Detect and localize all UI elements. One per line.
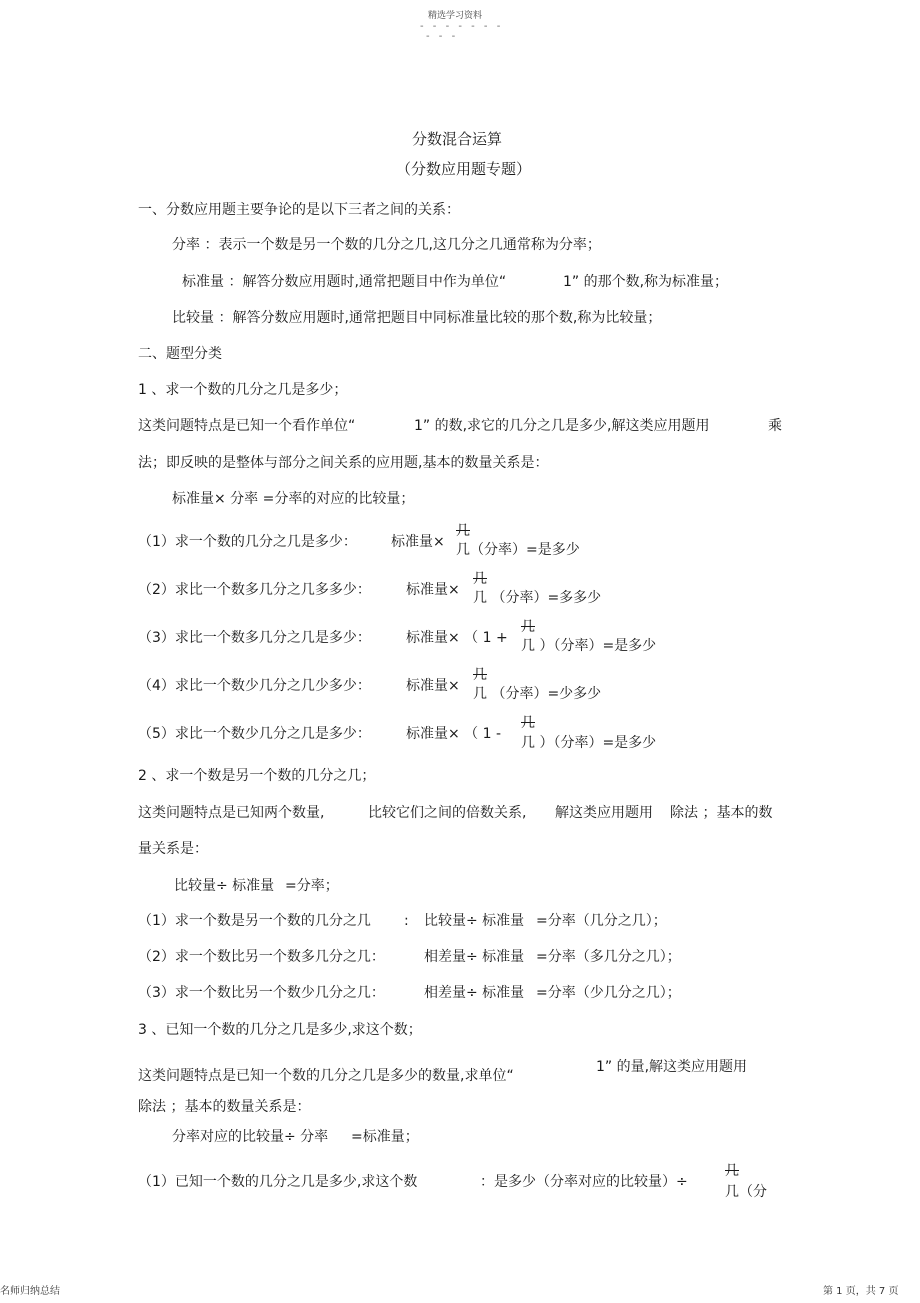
type3-desc2: 除法 ；基本的数量关系是： <box>138 1099 311 1115</box>
type1-item-expr: 标准量× <box>406 678 460 694</box>
type1-item-label: （5）求比一个数少几分之几是多少： <box>138 726 371 742</box>
fraction-rest: 几（分 <box>725 1184 767 1200</box>
type1-item-expr: 标准量× （ 1 - <box>406 726 502 742</box>
type2-desc-b: 比较它们之间的倍数关系, <box>368 805 527 821</box>
fraction-numerator: 几 <box>521 619 535 635</box>
type2-formula-b: =分率； <box>285 878 339 894</box>
def-bijiao: 比较量 ：解答分数应用题时,通常把题目中同标准量比较的那个数,称为比较量； <box>172 310 662 326</box>
type3-item-expr: ：是多少（分率对应的比较量）÷ <box>480 1174 688 1190</box>
fraction-numerator: 几 <box>725 1163 739 1179</box>
type3-desc-a: 这类问题特点是已知一个数的几分之几是多少的数量,求单位“ <box>138 1068 514 1084</box>
fraction-numerator: 几 <box>473 667 487 683</box>
type2-formula-a: 比较量÷ 标准量 <box>174 878 275 894</box>
header-dashes: - - - - - - - <box>420 21 504 32</box>
page-title: 分数混合运算 <box>412 130 503 148</box>
fraction-numerator: 几 <box>521 715 535 731</box>
def-biaozhun-a: 标准量 ：解答分数应用题时,通常把题目中作为单位“ <box>182 274 507 290</box>
type2-desc-a: 这类问题特点是已知两个数量, <box>138 805 325 821</box>
fraction-rest: 几 ）（分率）=是多少 <box>521 735 657 751</box>
type3-desc-b: 1” 的量,解这类应用题用 <box>596 1059 748 1075</box>
type2-item-expr-a: 相差量÷ 标准量 <box>424 985 525 1001</box>
type1-item-label: （4）求比一个数少几分之几少多少： <box>138 678 371 694</box>
fraction-rest: 几 （分率）=多多少 <box>473 590 602 606</box>
type1-desc-b: 1” 的数,求它的几分之几是多少,解这类应用题用 <box>414 418 710 434</box>
section1-heading: 一、分数应用题主要争论的是以下三者之间的关系： <box>138 202 460 218</box>
def-biaozhun-b: 1” 的那个数,称为标准量； <box>563 274 729 290</box>
fraction-rest: 几 ）（分率）=是多少 <box>521 638 657 654</box>
type2-item-expr-a: 相差量÷ 标准量 <box>424 949 525 965</box>
type3-title: 3 、已知一个数的几分之几是多少,求这个数； <box>138 1022 422 1038</box>
header-dashes-2: - - - <box>426 31 459 42</box>
type2-item-label: （2）求一个数比另一个数多几分之几： <box>138 949 385 965</box>
page-subtitle: （分数应用题专题） <box>396 160 532 178</box>
type2-desc-d: 除法 ；基本的数 <box>670 805 773 821</box>
type1-item-label: （1）求一个数的几分之几是多少： <box>138 534 357 550</box>
fraction-numerator: 几 <box>473 571 487 587</box>
type1-formula: 标准量× 分率 =分率的对应的比较量； <box>172 491 415 507</box>
type2-item-label: （1）求一个数是另一个数的几分之几 <box>138 913 371 929</box>
fraction-rest: 几（分率）=是多少 <box>456 542 580 558</box>
type2-item-expr-b: =分率（几分之几）； <box>536 913 667 929</box>
type2-desc-c: 解这类应用题用 <box>555 805 653 821</box>
type2-item-expr-a: 比较量÷ 标准量 <box>424 913 525 929</box>
type1-desc-a: 这类问题特点是已知一个看作单位“ <box>138 418 356 434</box>
type1-item-label: （2）求比一个数多几分之几多多少： <box>138 582 371 598</box>
type2-desc2: 量关系是： <box>138 841 208 857</box>
type1-item-expr: 标准量× <box>391 534 445 550</box>
type2-item-expr-b: =分率（多几分之几）； <box>536 949 681 965</box>
type2-item-label: （3）求一个数比另一个数少几分之几： <box>138 985 385 1001</box>
type1-item-label: （3）求比一个数多几分之几是多少： <box>138 630 371 646</box>
page-number: 第 1 页，共 7 页 <box>823 1286 899 1297</box>
section2-heading: 二、题型分类 <box>138 346 222 362</box>
type1-desc2: 法；即反映的是整体与部分之间关系的应用题,基本的数量关系是： <box>138 455 549 471</box>
type1-item-expr: 标准量× （ 1 + <box>406 630 508 646</box>
type1-item-expr: 标准量× <box>406 582 460 598</box>
fraction-numerator: 几 <box>456 523 470 539</box>
type2-title: 2 、求一个数是另一个数的几分之几； <box>138 768 376 784</box>
footer-left: 名师归纳总结 <box>0 1286 60 1297</box>
type2-item-colon: : <box>404 913 409 929</box>
type3-item-label: （1）已知一个数的几分之几是多少,求这个数 <box>138 1174 418 1190</box>
header-label: 精选学习资料 <box>428 11 483 21</box>
type3-formula-b: =标准量； <box>351 1129 419 1145</box>
type1-title: 1 、求一个数的几分之几是多少； <box>138 382 348 398</box>
type3-formula-a: 分率对应的比较量÷ 分率 <box>172 1129 329 1145</box>
fraction-rest: 几 （分率）=少多少 <box>473 686 602 702</box>
type2-item-expr-b: =分率（少几分之几）； <box>536 985 681 1001</box>
def-fenlv: 分率 ：表示一个数是另一个数的几分之几,这几分之几通常称为分率； <box>172 237 601 253</box>
type1-desc-c: 乘 <box>768 418 782 434</box>
